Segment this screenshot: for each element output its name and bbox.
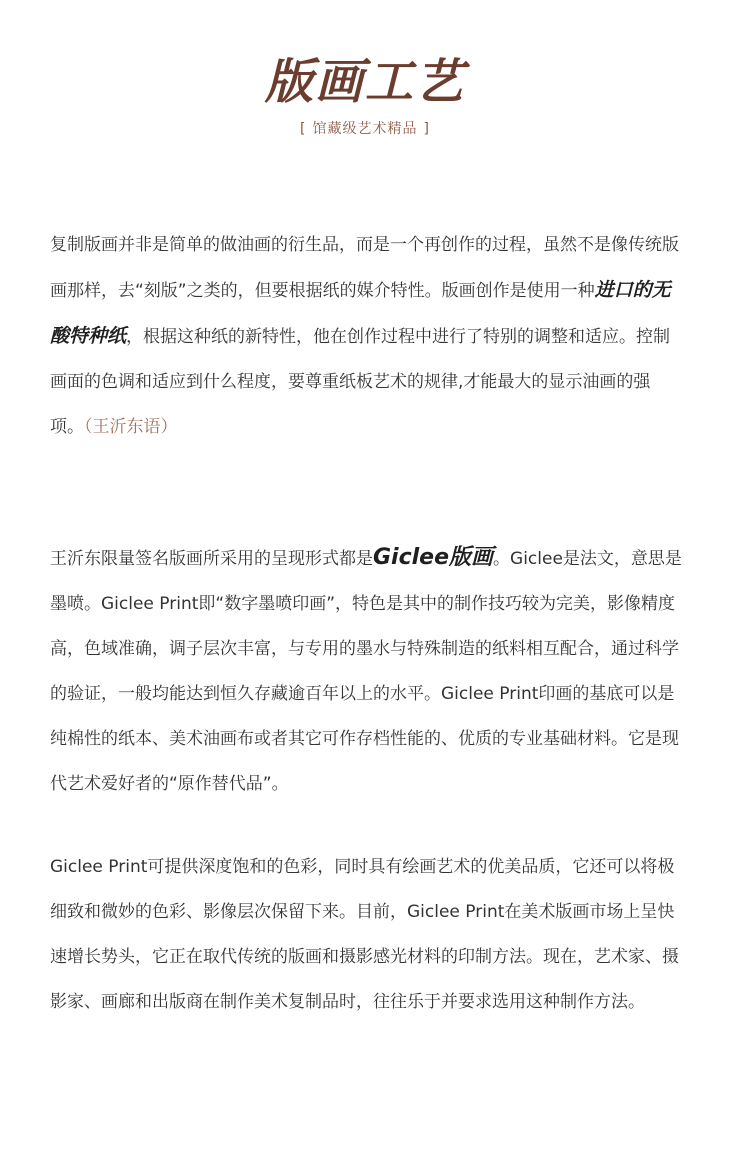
paragraph-giclee-text-a: 王沂东限量签名版画所采用的呈现形式都是 bbox=[50, 549, 373, 569]
paragraph-giclee-print bbox=[50, 845, 682, 1025]
paragraph-giclee bbox=[50, 535, 682, 807]
paragraph-intro-emphasis: 进口的无酸特种纸 bbox=[50, 279, 671, 347]
paragraph-giclee-emphasis: Giclee版画 bbox=[373, 545, 494, 570]
subtitle-bracket-close: ] bbox=[423, 121, 430, 137]
subtitle-bracket-open: [ bbox=[300, 121, 307, 137]
paragraph-intro-text-a: 复制版画并非是简单的做油画的衍生品，而是一个再创作的过程，虽然不是像传统版画那样，去“刻版”之类的，但要根据纸的媒介特性。版画创作是使用一种 bbox=[50, 235, 679, 301]
paragraph-giclee-text-b: 。Giclee是法文，意思是墨喷。Giclee Print即“数字墨喷印画”，特色是其中的制作技巧较为完美，影像精度高，色域准确，调子层次丰富，与专用的墨水与特殊制造的纸料相互配合，通过科学的验证，一般均能达到恒久存藏逾百年以上的水平。Giclee Print印画的基底可以是纯棉性的纸本、美术油画布或者其它可作存档性能的、优质的专业基础材料。它是现代艺术爱好者的“原作替代品”。 bbox=[50, 549, 682, 794]
paragraph-giclee-print-text: Giclee Print可提供深度饱和的色彩，同时具有绘画艺术的优美品质，它还可以将极细致和微妙的色彩、影像层次保留下来。目前，Giclee Print在美术版画市场上呈快速增长势头，它正在取代传统的版画和摄影感光材料的印制方法。现在，艺术家、摄影家、画廊和出版商在制作美术复制品时，往往乐于并要求选用这种制作方法。 bbox=[50, 857, 679, 1012]
attribution: （王沂东语） bbox=[84, 417, 178, 437]
paragraph-intro-text-b: ，根据这种纸的新特性，他在创作过程中进行了特别的调整和适应。控制画面的色调和适应到什么程度，要尊重纸板艺术的规律,才能最大的显示油画的强项。 bbox=[50, 327, 671, 437]
subtitle-text: 馆藏级艺术精品 bbox=[312, 121, 418, 137]
header bbox=[0, 52, 730, 140]
paragraph-intro bbox=[50, 223, 682, 450]
page-title: 版画工艺 bbox=[264, 54, 465, 110]
subtitle bbox=[0, 118, 730, 140]
